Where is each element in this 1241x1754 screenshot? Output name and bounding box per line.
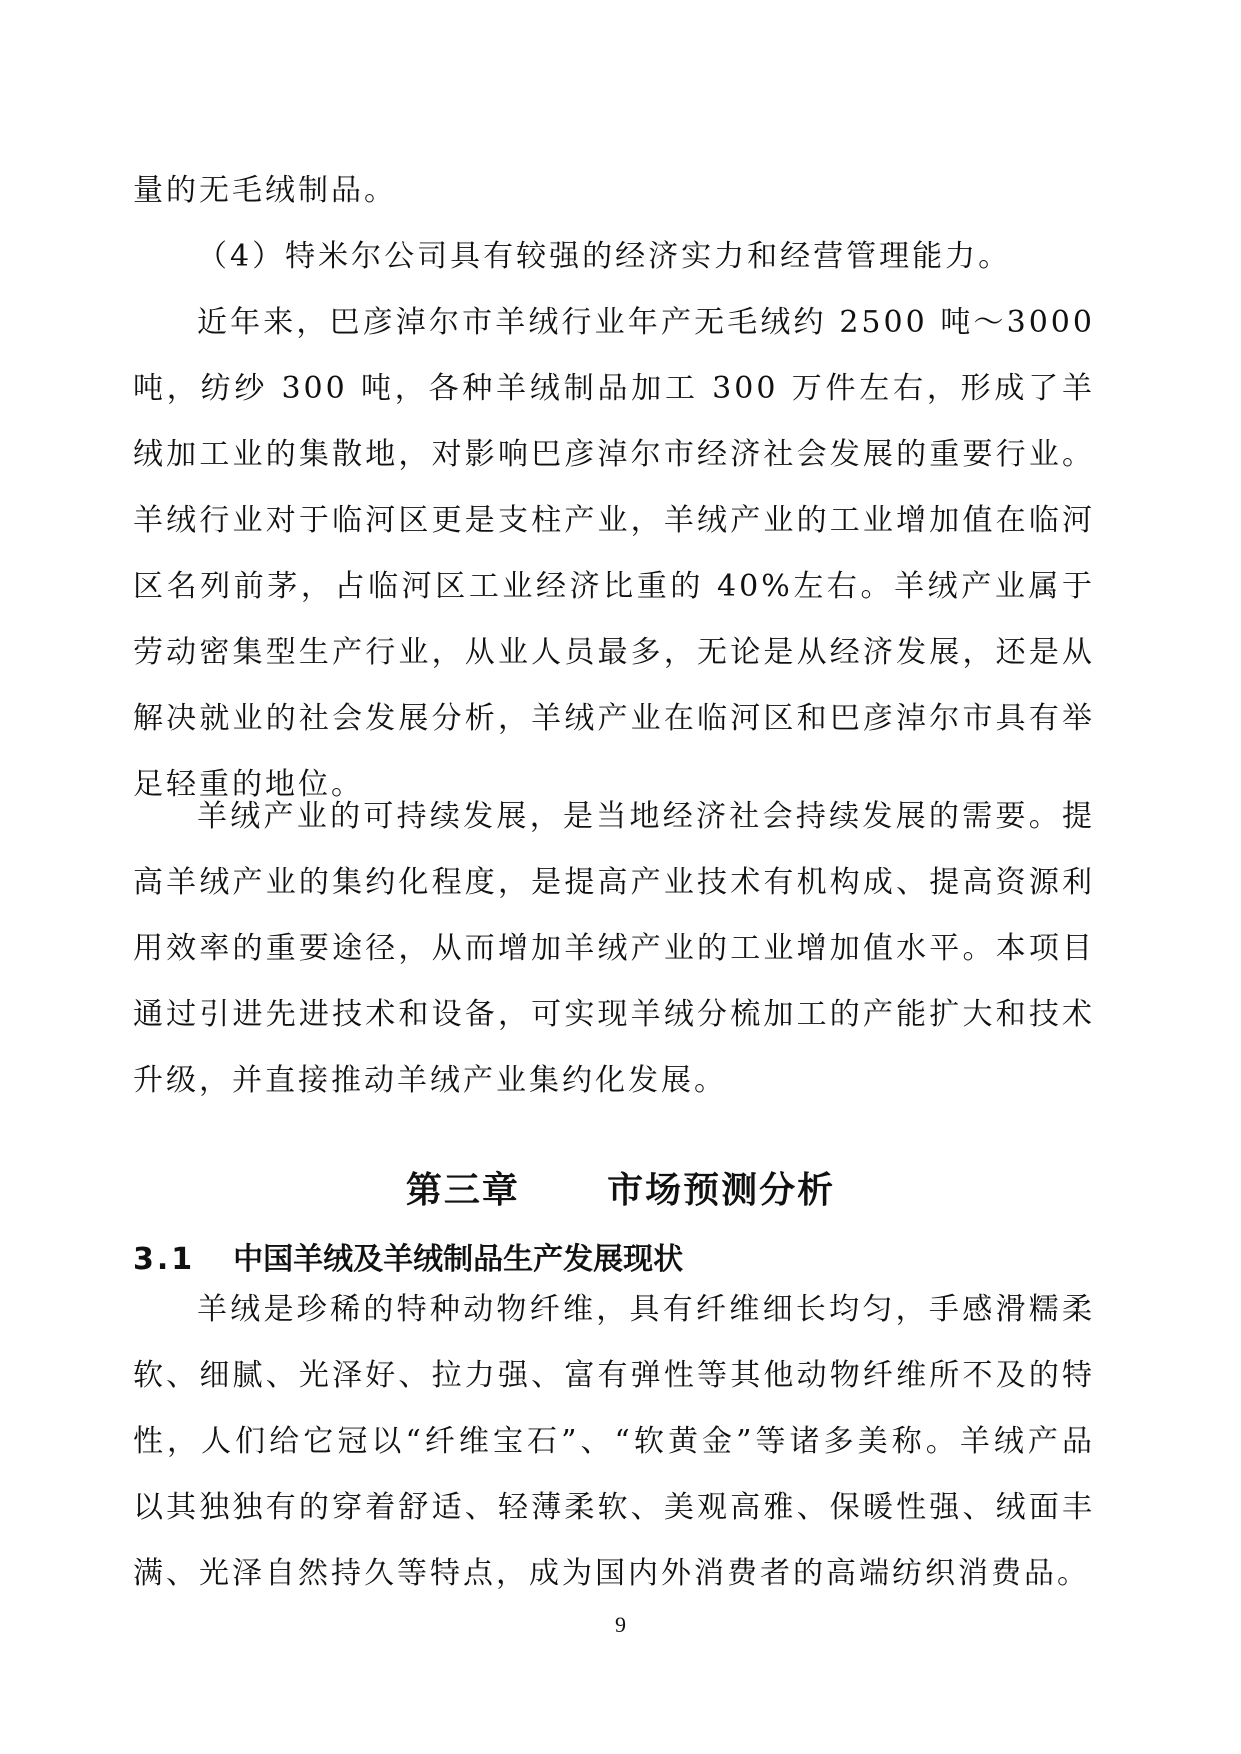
paragraph-industry-overview: 近年来，巴彦淖尔市羊绒行业年产无毛绒约 2500 吨～3000 吨，纺纱 300 吨，各种羊绒制品加工 300 万件左右，形成了羊绒加工业的集散地，对影响巴彦淖尔市经济社会发展的重要行业。羊绒行业对于临河区更是支柱产业，羊绒产业的工业增加值在临河区名列前茅，占临河区工业经济比重的 40%左右。羊绒产业属于劳动密集型生产行业，从业人员最多，无论是从经济发展，还是从解决就业的社会发展分析，羊绒产业在临河区和巴彦淖尔市具有举足轻重的地位。	[133, 305, 1095, 802]
chapter-title: 第三章 市场预测分析	[405, 1170, 836, 1211]
section-title-text: 中国羊绒及羊绒制品生产发展现状	[233, 1242, 684, 1277]
paragraph-sustainable-development: 羊绒产业的可持续发展，是当地经济社会持续发展的需要。提高羊绒产业的集约化程度，是提高产业技术有机构成、提高资源利用效率的重要途径，从而增加羊绒产业的工业增加值水平。本项目通过引进先进技术和设备，可实现羊绒分梳加工的产能扩大和技术升级，并直接推动羊绒产业集约化发展。	[133, 799, 1095, 1098]
paragraph-cashmere-description: 羊绒是珍稀的特种动物纤维，具有纤维细长均匀，手感滑糯柔软、细腻、光泽好、拉力强、富有弹性等其他动物纤维所不及的特性，人们给它冠以“纤维宝石”、“软黄金”等诸多美称。羊绒产品以其独独有的穿着舒适、轻薄柔软、美观高雅、保暖性强、绒面丰满、光泽自然持久等特点，成为国内外消费者的高端纺织消费品。	[133, 1292, 1095, 1591]
section-number: 3.1	[133, 1242, 196, 1277]
page-number: 9	[615, 1612, 626, 1637]
paragraph-continuation: 量的无毛绒制品。	[133, 173, 397, 208]
paragraph-item-4: （4）特米尔公司具有较强的经济实力和经营管理能力。	[197, 239, 1012, 274]
